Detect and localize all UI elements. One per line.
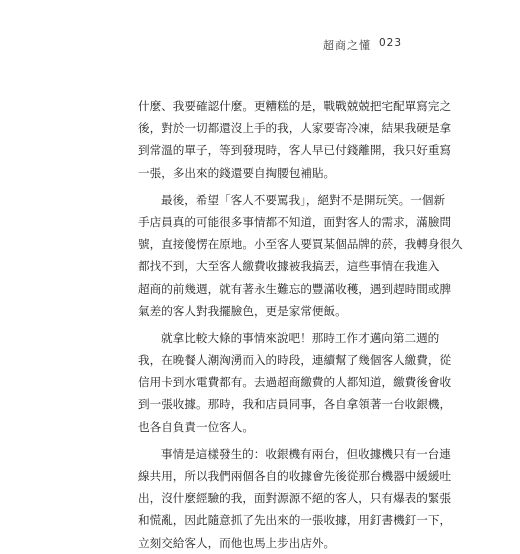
text-line: 到一張收據。那時，我和店員同事，各自拿領著一台收銀機， (138, 397, 452, 412)
body-text (138, 95, 463, 554)
text-line: 都找不到，大至客人繳費收據被我搞丟，這些事情在我進入 (138, 259, 440, 274)
paragraph (138, 443, 452, 554)
text-line: 一張，多出來的錢還要自掏腰包補貼。 (138, 165, 336, 180)
chapter-title: 超商之懂 (322, 39, 371, 52)
text-line: 最後，希望「客人不要罵我」，絕對不是開玩笑。一個新 (161, 192, 446, 207)
text-line: 超商的前幾週，就有著永生難忘的豐滿收穫，遇到趕時間或脾 (138, 281, 452, 296)
text-line: 和慌亂，因此隨意抓了先出來的一張收據，用釘書機釘一下， (138, 513, 452, 528)
paragraph (138, 95, 452, 184)
text-line: 就拿比較大條的事情來說吧！那時工作才邁向第二週的 (161, 330, 440, 345)
page-number: 023 (378, 37, 402, 49)
text-line: 號，直接傻愣在原地。小至客人要買某個品牌的菸，我轉身很久 (138, 237, 463, 252)
text-line: 線共用，所以我們兩個各自的收據會先後從那台機器中緩緩吐 (138, 469, 452, 483)
text-line: 我，在晚餐人潮洶湧而入的時段，連續幫了幾個客人繳費，從 (138, 353, 452, 368)
paragraph (138, 327, 452, 438)
text-line: 手店員真的可能很多事情都不知道，面對客人的需求，滿臉問 (138, 214, 452, 229)
text-line: 信用卡到水電費都有。去過超商繳費的人都知道，繳費後會收 (138, 375, 452, 390)
text-line: 出，沒什麼經驗的我，面對源源不絕的客人，只有爆表的緊張 (138, 491, 452, 506)
text-line: 也各自負責一位客人。 (138, 419, 254, 434)
text-line: 立刻交給客人，而他也馬上步出店外。 (138, 535, 336, 550)
text-line: 氣差的客人對我擺臉色，更是家常便飯。 (138, 303, 347, 318)
running-header (323, 37, 402, 53)
text-line: 到常溫的單子，等到發現時，客人早已付錢離開，我只好重寫 (138, 143, 452, 158)
text-line: 後，對於一切都還沒上手的我，人家要寄冷凍，結果我硬是拿 (138, 121, 452, 136)
paragraph (138, 189, 463, 322)
text-line: 事情是這樣發生的：收銀機有兩台，但收據機只有一台連 (161, 446, 451, 461)
text-line: 什麼、我要確認什麼。更糟糕的是，戰戰兢兢把宅配單寫完之 (138, 99, 452, 113)
